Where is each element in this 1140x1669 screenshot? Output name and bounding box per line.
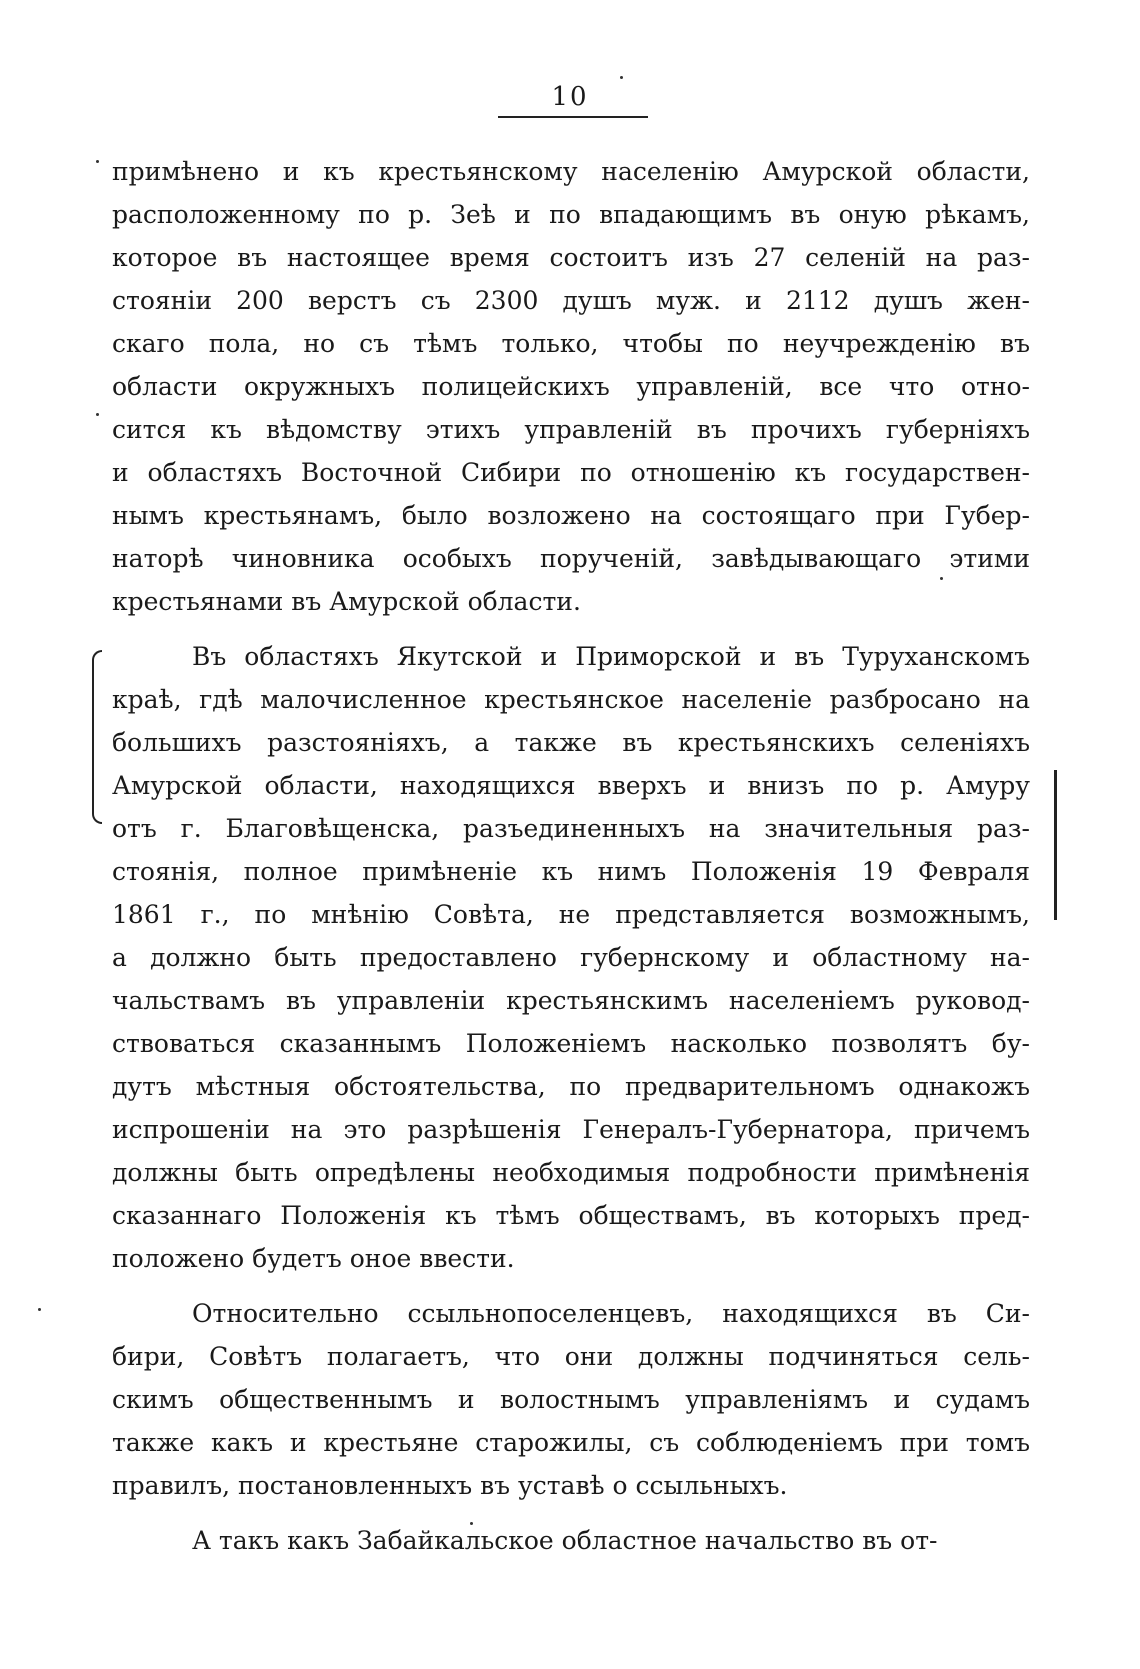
text-line: Относительно ссыльнопоселенцевъ, находящихся въ Си- xyxy=(192,1299,1030,1328)
text-line: ствоваться сказаннымъ Положеніемъ насколько позволятъ бу- xyxy=(112,1029,1030,1058)
text-line: наторѣ чиновника особыхъ порученій, завѣдывающаго этими xyxy=(112,544,1030,573)
text-line: сится къ вѣдомству этихъ управленій въ прочихъ губерніяхъ xyxy=(112,415,1030,444)
text-line: скаго пола, но съ тѣмъ только, чтобы по неучрежденію въ xyxy=(112,329,1030,358)
paragraph xyxy=(112,635,1030,1280)
text-line: испрошеніи на это разрѣшенія Генералъ-Губернатора, причемъ xyxy=(112,1115,1030,1144)
text-line: и областяхъ Восточной Сибири по отношенію къ государствен- xyxy=(112,458,1030,487)
header-rule xyxy=(498,116,648,118)
text-line: области окружныхъ полицейскихъ управленій, все что отно- xyxy=(112,372,1030,401)
margin-bracket-left xyxy=(92,650,102,824)
paragraph-gap xyxy=(112,623,1030,635)
text-line: которое въ настоящее время состоитъ изъ 27 селеній на раз- xyxy=(112,243,1030,272)
paragraph xyxy=(112,1519,1030,1562)
text-line: а должно быть предоставлено губернскому и областному на- xyxy=(112,943,1030,972)
text-line: 1861 г., по мнѣнію Совѣта, не представляется возможнымъ, xyxy=(112,900,1030,929)
text-line: правилъ, постановленныхъ въ уставѣ о ссыльныхъ. xyxy=(112,1471,788,1500)
margin-bracket-right xyxy=(1050,770,1057,920)
text-line: большихъ разстояніяхъ, а также въ крестьянскихъ селеніяхъ xyxy=(112,728,1030,757)
text-line: чальствамъ въ управленіи крестьянскимъ населеніемъ руковод- xyxy=(112,986,1030,1015)
ink-speck xyxy=(38,1308,41,1311)
paragraph-gap xyxy=(112,1280,1030,1292)
text-line: скимъ общественнымъ и волостнымъ управленіямъ и судамъ xyxy=(112,1385,1030,1414)
text-line: Въ областяхъ Якутской и Приморской и въ Туруханскомъ xyxy=(192,642,1030,671)
ink-speck xyxy=(96,413,99,416)
ink-speck xyxy=(96,160,99,163)
text-line: крестьянами въ Амурской области. xyxy=(112,587,581,616)
text-line: дутъ мѣстныя обстоятельства, по предварительномъ однакожъ xyxy=(112,1072,1030,1101)
page-number: 10 xyxy=(551,82,589,112)
text-line: стояніи 200 верстъ съ 2300 душъ муж. и 2112 душъ жен- xyxy=(112,286,1030,315)
text-line: должны быть опредѣлены необходимыя подробности примѣненія xyxy=(112,1158,1030,1187)
text-line: стоянія, полное примѣненіе къ нимъ Положенія 19 Февраля xyxy=(112,857,1030,886)
text-line: Амурской области, находящихся вверхъ и внизъ по р. Амуру xyxy=(112,771,1030,800)
text-line: бири, Совѣтъ полагаетъ, что они должны подчиняться сель- xyxy=(112,1342,1030,1371)
text-line: краѣ, гдѣ малочисленное крестьянское населеніе разбросано на xyxy=(112,685,1030,714)
document-body xyxy=(112,150,1030,1562)
text-line: сказаннаго Положенія къ тѣмъ обществамъ, въ которыхъ пред- xyxy=(112,1201,1030,1230)
text-line: отъ г. Благовѣщенска, разъединенныхъ на значительныя раз- xyxy=(112,814,1030,843)
ink-speck xyxy=(620,76,623,79)
text-line: примѣнено и къ крестьянскому населенію Амурской области, xyxy=(112,157,1030,186)
paragraph xyxy=(112,1292,1030,1507)
text-line: положено будетъ оное ввести. xyxy=(112,1244,515,1273)
text-line: также какъ и крестьяне старожилы, съ соблюденіемъ при томъ xyxy=(112,1428,1030,1457)
paragraph xyxy=(112,150,1030,623)
text-line: нымъ крестьянамъ, было возложено на состоящаго при Губер- xyxy=(112,501,1030,530)
text-line: А такъ какъ Забайкальское областное начальство въ от- xyxy=(192,1526,938,1555)
text-line: расположенному по р. Зеѣ и по впадающимъ въ оную рѣкамъ, xyxy=(112,200,1030,229)
paragraph-gap xyxy=(112,1507,1030,1519)
